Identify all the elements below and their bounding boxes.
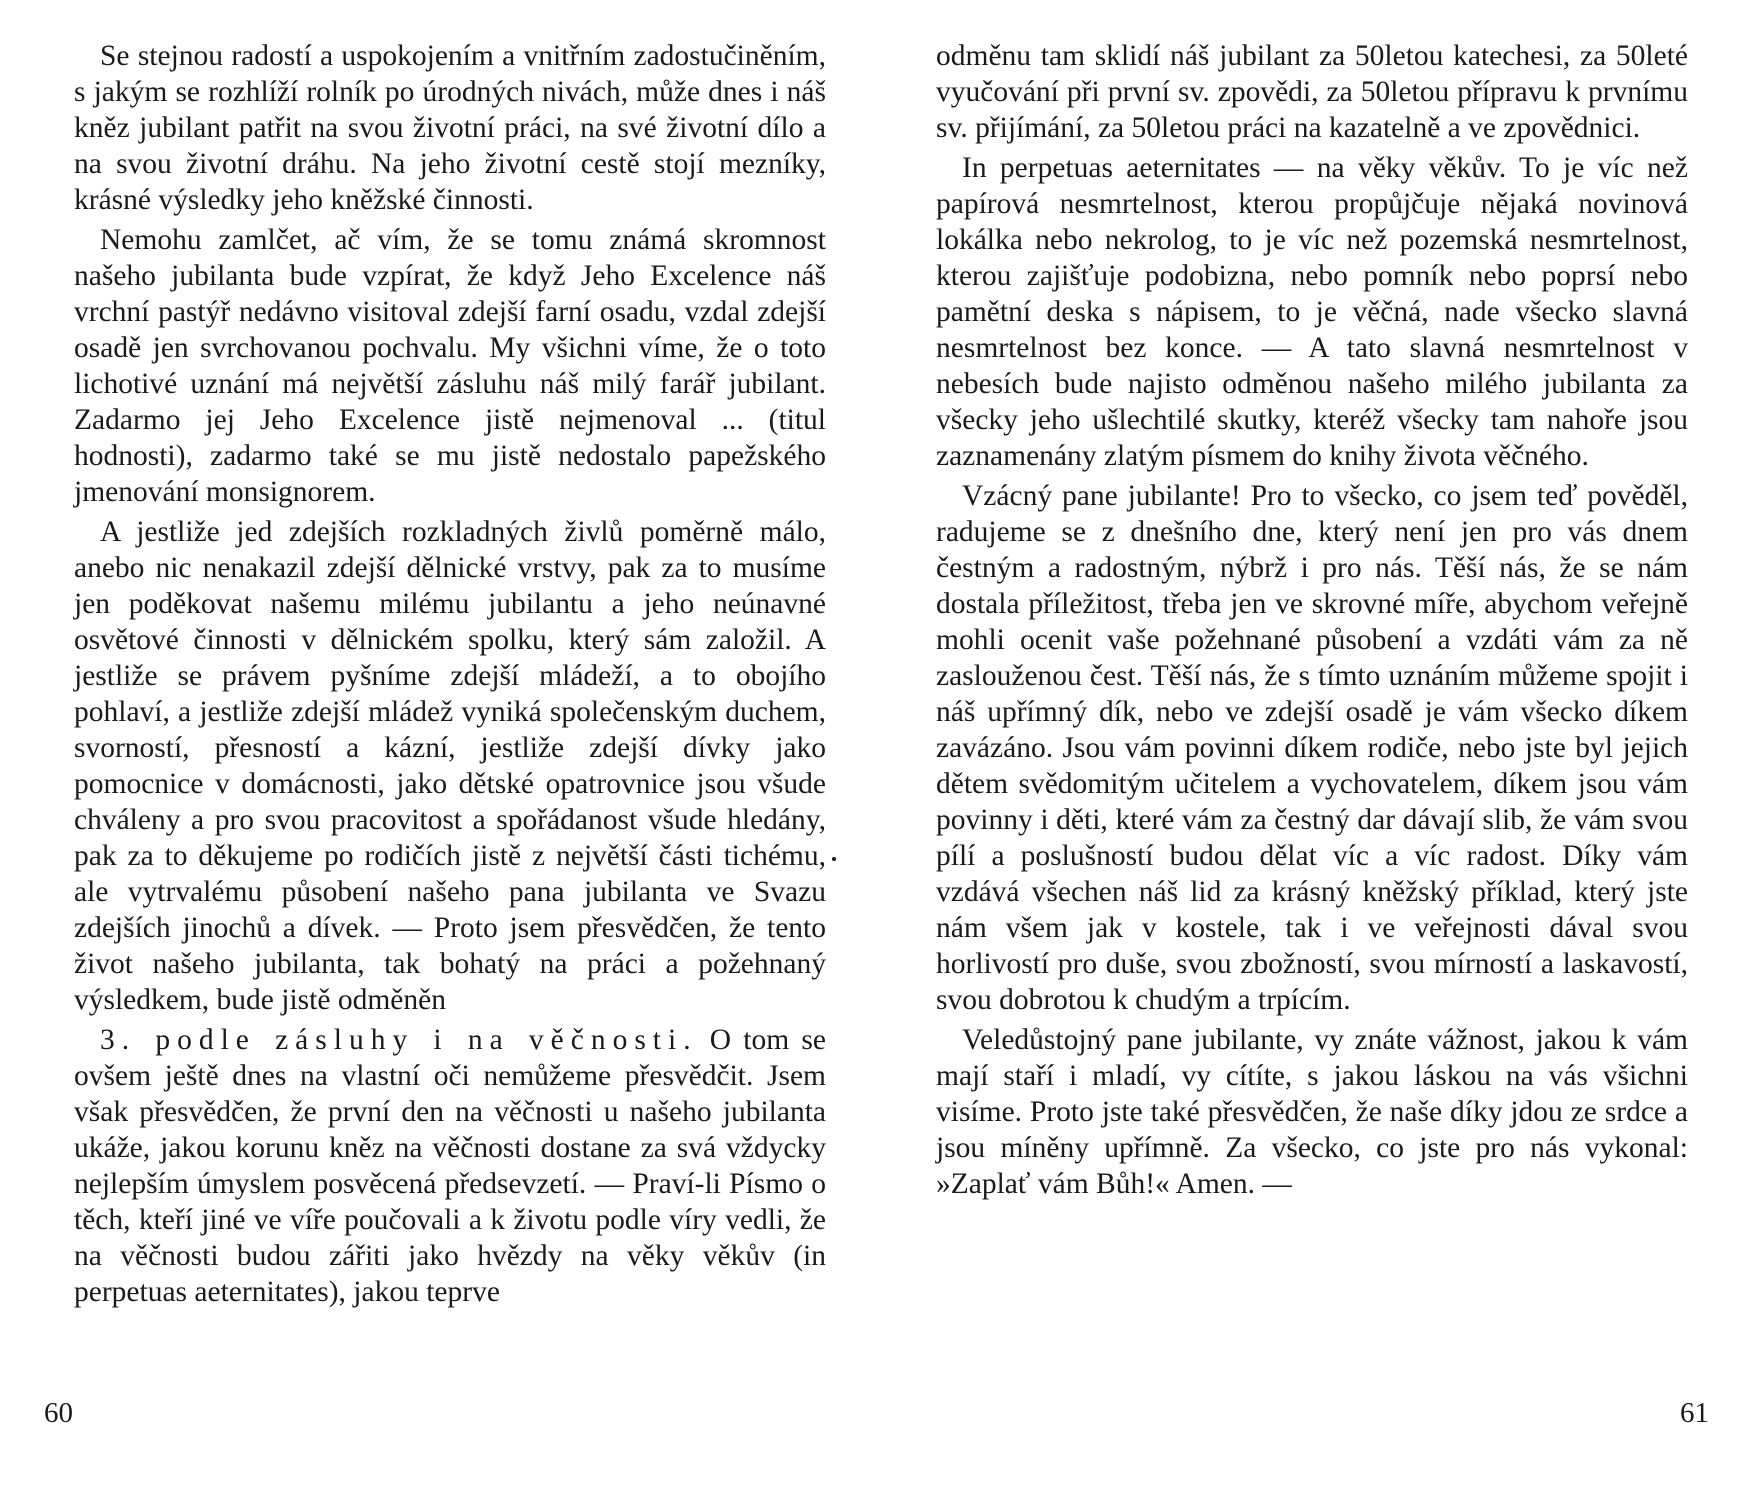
right-paragraph-1: In perpetuas aeternitates — na věky věkův. To je víc než papírová nesmrtelnost, kterou propůjčuje nějaká novinová lokálka nebo nekrolog, to je víc než pozemská nesmrtelnost, kterou zajišťuje podobizna, nebo pomník nebo poprsí nebo pamětní deska s nápisem, to je věčná, nade všecko slavná nesmrtelnost bez konce. — A tato slavná nesmrtelnost v nebesích bude najisto odměnou našeho milého jubilanta za všecky jeho ušlechtilé skutky, kteréž všecky tam nahoře jsou zaznamenány zlatým písmem do knihy života věčného. — [936, 152, 1688, 472]
section-label: 3. podle zásluhy i na věčnosti. — [100, 1024, 698, 1056]
margin-dot — [832, 857, 836, 861]
right-continuation: odměnu tam sklidí náš jubilant za 50letou katechesi, za 50leté vyučování při první sv. zpovědi, za 50letou přípravu k prvnímu sv. přijímání, za 50letou práci na kazatelně a ve zpovědnici. — [936, 40, 1688, 144]
right-paragraph-3: Veledůstojný pane jubilante, vy znáte vážnost, jakou k vám mají staří i mladí, vy cítíte, s jakou láskou na vás všichni visíme. Proto jste také přesvědčen, že naše díky jdou ze srdce a jsou míněny upřímně. Za všecko, co jste pro nás vykonal: »Zaplať vám Bůh!« Amen. — — [936, 1024, 1688, 1200]
page-number-right: 61 — [1680, 1397, 1709, 1429]
left-paragraph-3: A jestliže jed zdejších rozkladných živlů poměrně málo, anebo nic nenakazil zdejší dělnické vrstvy, pak za to musíme jen poděkovat našemu milému jubilantu a jeho neúnavné osvětové činnosti v dělnickém spolku, který sám založil. A jestliže se právem pyšníme zdejší mládeží, a to obojího pohlaví, a jestliže zdejší mládež vyniká společenským duchem, svorností, přesností a kázní, jestliže zdejší dívky jako pomocnice v domácnosti, jako dětské opatrovnice jsou všude chváleny a pro svou pracovitost a spořádanost všude hledány, pak za to děkujeme po rodičích jistě z největší části tichému, ale vytrvalému působení našeho pana jubilanta ve Svazu zdejších jinochů a dívek. — Proto jsem přesvědčen, že tento život našeho jubilanta, tak bohatý na práci a požehnaný výsledkem, bude jistě odměněn — [74, 516, 826, 1016]
left-paragraph-4 — [74, 1022, 826, 1310]
right-paragraph-2: Vzácný pane jubilante! Pro to všecko, co jsem teď pověděl, radujeme se z dnešního dne, který není jen pro vás dnem čestným a radostným, nýbrž i pro nás. Těší nás, že se nám dostala příležitost, třeba jen ve skrovné míře, abychom veřejně mohli ocenit vaše požehnané působení a vzdáti vám za ně zaslouženou čest. Těší nás, že s tímto uznáním můžeme spojit i náš upřímný dík, nebo ve zdejší osadě je vám všecko díkem zavázáno. Jsou vám povinni díkem rodiče, nebo jste byl jejich dětem svědomitým učitelem a vychovatelem, díkem jsou vám povinny i děti, které vám za čestný dar dávají slib, že vám svou pílí a poslušností budou dělat víc a víc radost. Díky vám vzdává všechen náš lid za krásný kněžský příklad, který jste nám všem jak v kostele, tak i ve veřejnosti dával svou horlivostí pro duše, svou zbožností, svou mírností a laskavostí, svou dobrotou k chudým a trpícím. — [936, 480, 1688, 1016]
right-page — [936, 38, 1688, 1206]
left-page — [74, 38, 826, 1314]
page-number-left: 60 — [44, 1397, 73, 1429]
left-paragraph-2: Nemohu zamlčet, ač vím, že se tomu známá skromnost našeho jubilanta bude vzpírat, že když Jeho Excelence náš vrchní pastýř nedávno visitoval zdejší farní osadu, vzdal zdejší osadě jen svrchovanou pochvalu. My všichni víme, že o toto lichotivé uznání má největší zásluhu náš milý farář jubilant. Zadarmo jej Jeho Excelence jistě nejmenoval ... (titul hodnosti), zadarmo také se mu jistě nedostalo papežského jmenování monsignorem. — [74, 224, 826, 508]
section-text: O tom se ovšem ještě dnes na vlastní oči nemůžeme přesvědčit. Jsem však přesvědčen, že první den na věčnosti u našeho jubilanta ukáže, jakou korunu kněz na věčnosti dostane za svá vždycky nejlepším úmyslem posvěcená předsevzetí. — Praví-li Písmo o těch, kteří jiné ve víře poučovali a k životu podle víry vedli, že na věčnosti budou zářiti jako hvězdy na věky věkův (in perpetuas aeternitates), jakou teprve — [74, 1024, 826, 1308]
left-paragraph-1: Se stejnou radostí a uspokojením a vnitřním zadostučiněním, s jakým se rozhlíží rolník po úrodných nivách, může dnes i náš kněz jubilant patřit na svou životní práci, na své životní dílo a na svou životní dráhu. Na jeho životní cestě stojí mezníky, krásné výsledky jeho kněžské činnosti. — [74, 40, 826, 216]
